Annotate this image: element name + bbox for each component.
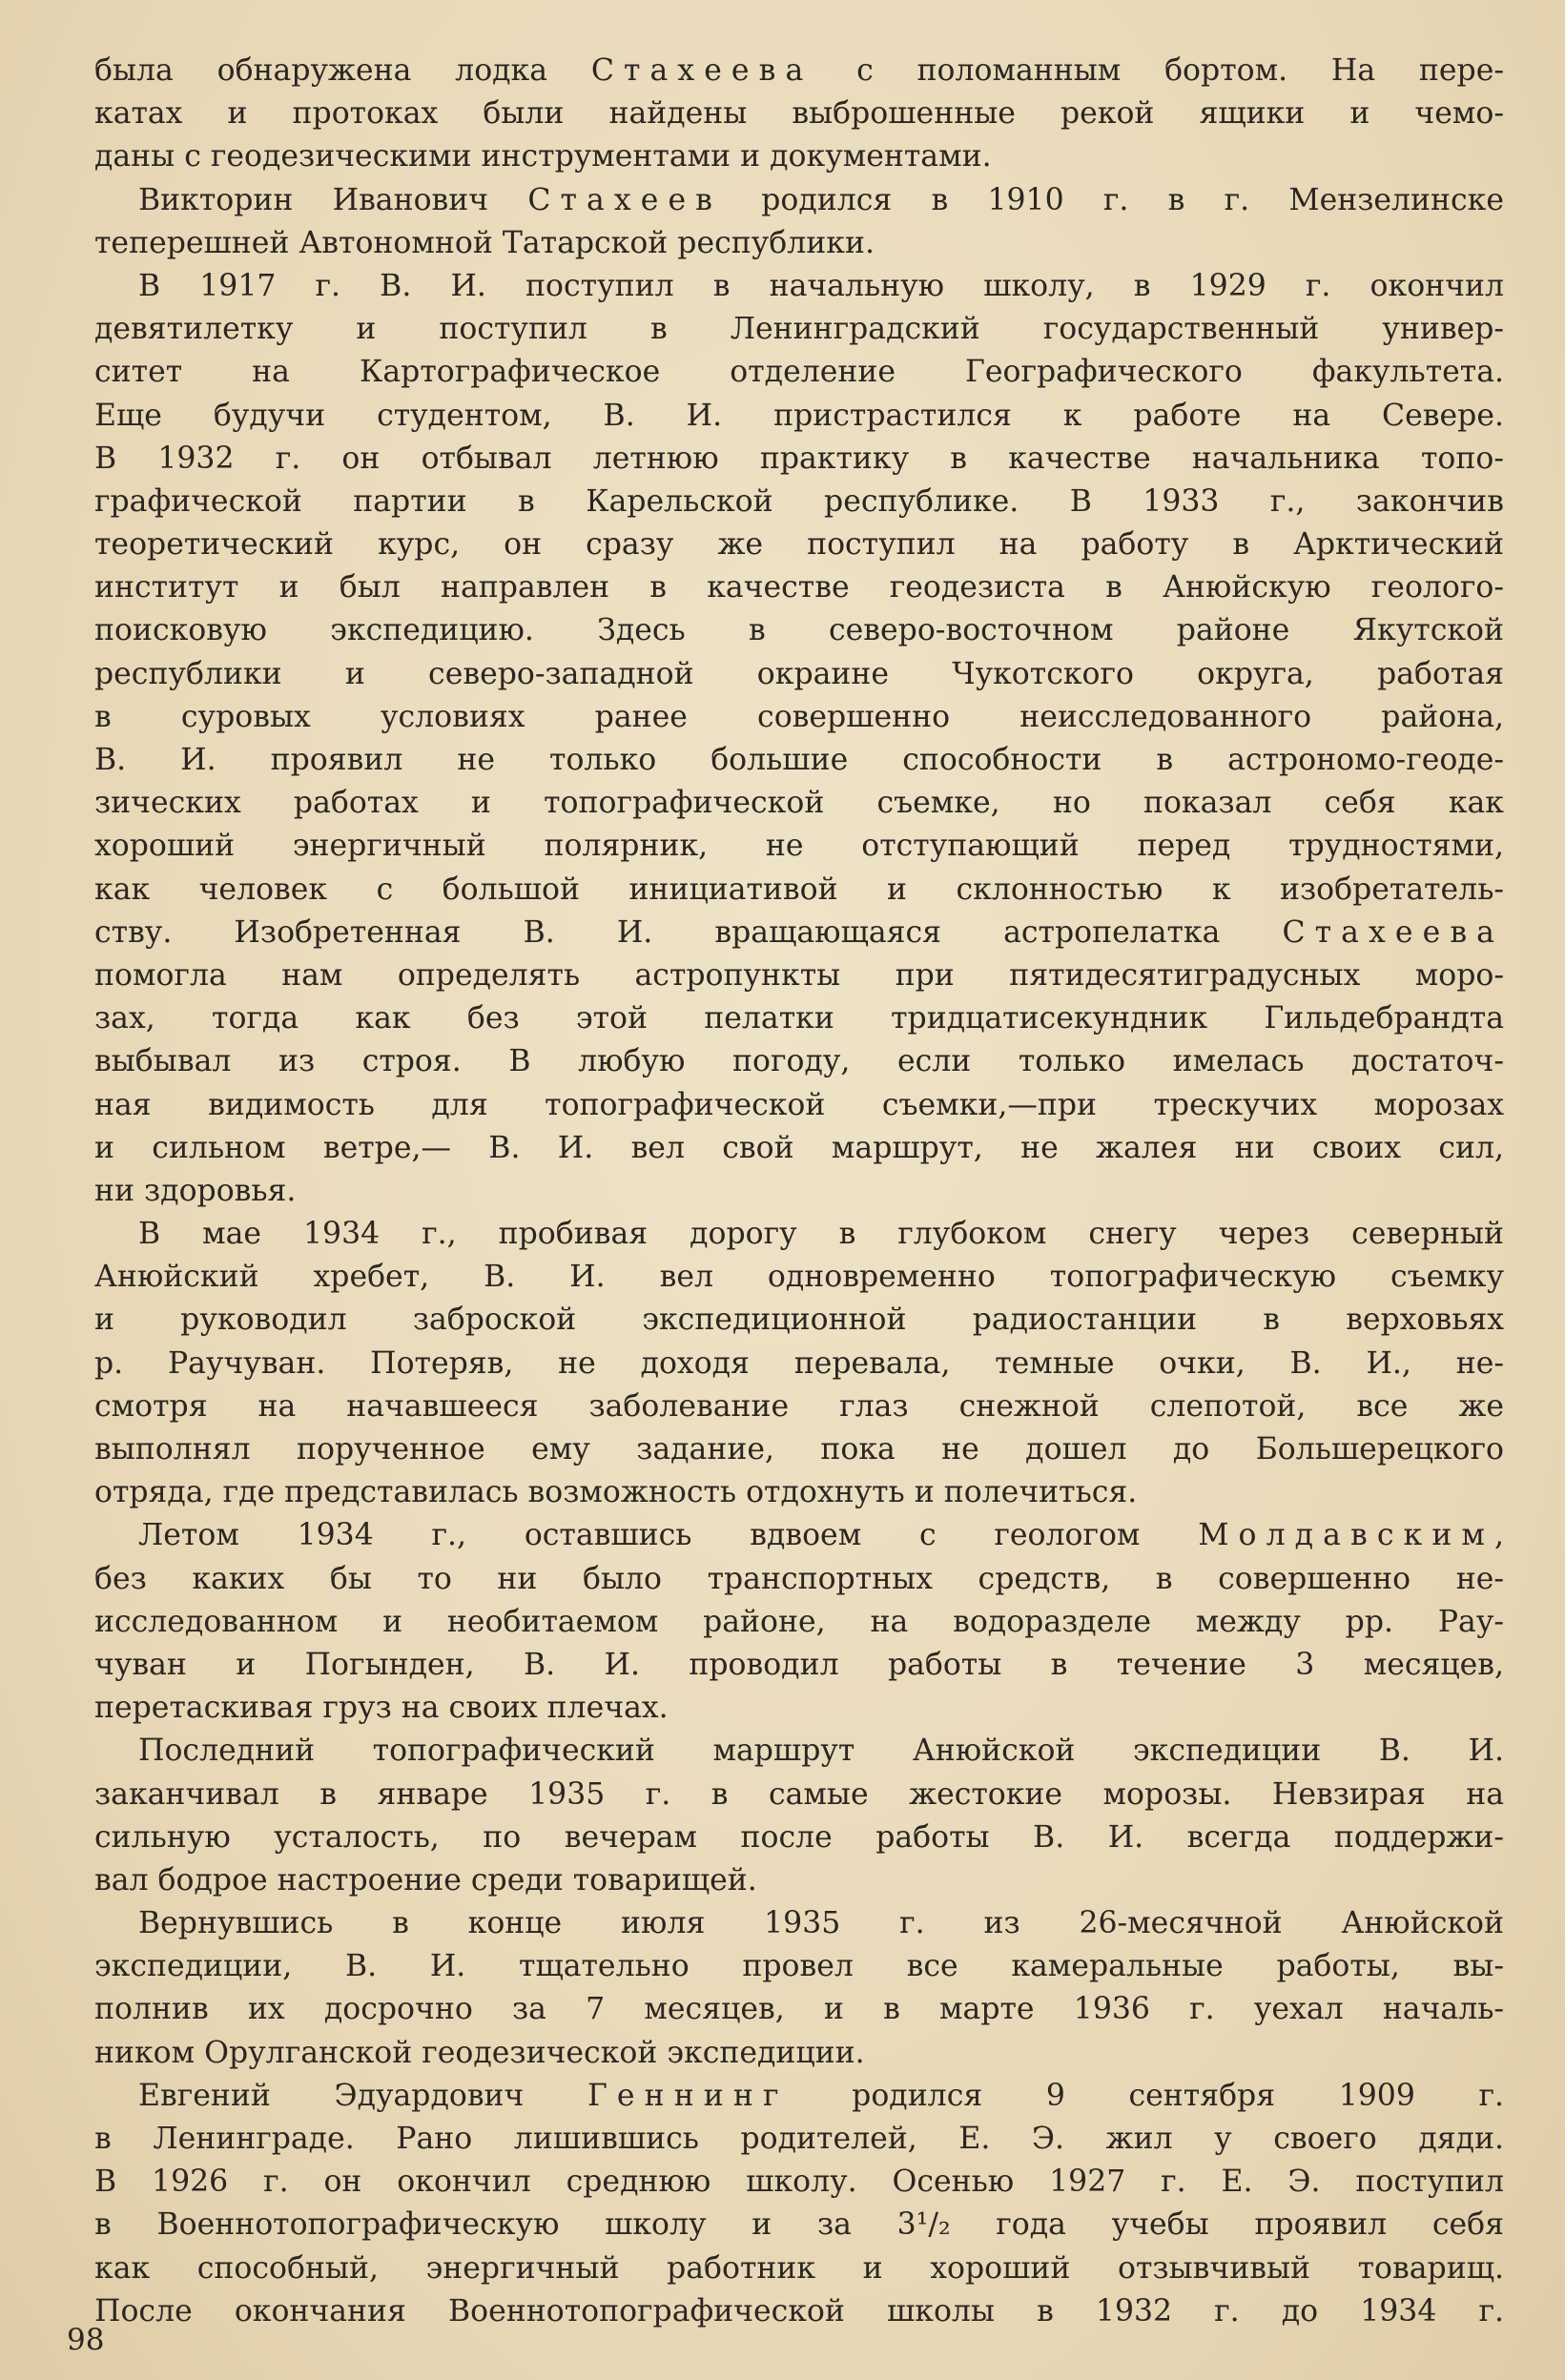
text-line: Вернувшись в конце июля 1935 г. из 26-месячной Анюйской bbox=[138, 1906, 1504, 1941]
text-line: Еще будучи студентом, В. И. пристрастился к работе на Севере. bbox=[94, 398, 1504, 433]
text-line: девятилетку и поступил в Ленинградский государственный универ- bbox=[94, 312, 1504, 347]
text-line: институт и был направлен в качестве геодезиста в Анюйскую геолого- bbox=[94, 570, 1504, 605]
text-line: В. И. проявил не только большие способности в астрономо-геоде- bbox=[94, 743, 1504, 777]
text-line: хороший энергичный полярник, не отступающий перед трудностями, bbox=[94, 829, 1504, 864]
text-line: ству. Изобретенная В. И. вращающаяся астропелатка Стахеева bbox=[94, 914, 1504, 950]
text-line: в Ленинграде. Рано лишившись родителей, Е. Э. жил у своего дяди. bbox=[94, 2122, 1504, 2156]
text-line: в суровых условиях ранее совершенно неисследованного района, bbox=[94, 699, 1504, 734]
text-line: теоретический курс, он сразу же поступил на работу в Арктический bbox=[94, 527, 1504, 563]
spaced-name: Стахеев bbox=[527, 182, 722, 217]
text-line: смотря на начавшееся заболевание глаз снежной слепотой, все же bbox=[94, 1388, 1504, 1424]
text-line: катах и протоках были найдены выброшенные рекой ящики и чемо- bbox=[94, 96, 1504, 132]
text-line: ни здоровья. bbox=[94, 1173, 297, 1208]
text-line: в Военнотопографическую школу и за 3¹/₂ года учебы проявил себя bbox=[94, 2207, 1504, 2243]
text-line: В мае 1934 г., пробивая дорогу в глубоком снегу через северный bbox=[138, 1217, 1504, 1252]
text-line: заканчивал в январе 1935 г. в самые жестокие морозы. Невзирая на bbox=[94, 1776, 1504, 1812]
text-line: зических работах и топографической съемке, но показал себя как bbox=[94, 786, 1504, 821]
text-line: выбывал из строя. В любую погоду, если только имелась достаточ- bbox=[94, 1044, 1504, 1079]
text-line: была обнаружена лодка Стахеева с поломанным бортом. На пере- bbox=[94, 53, 1504, 88]
text-line: выполнял порученное ему задание, пока не дошел до Большерецкого bbox=[94, 1432, 1504, 1467]
text-line: как человек с большой инициативой и склонностью к изобретатель- bbox=[94, 872, 1504, 907]
text-line: р. Раучуван. Потеряв, не доходя перевала, темные очки, В. И., не- bbox=[94, 1345, 1504, 1381]
text-line: Анюйский хребет, В. И. вел одновременно топографическую съемку bbox=[94, 1260, 1504, 1295]
text-line: ситет на Картографическое отделение Географического факультета. bbox=[94, 355, 1504, 390]
text-line: и руководил заброской экспедиционной радиостанции в верховьях bbox=[94, 1303, 1504, 1338]
text-line: ником Орулганской геодезической экспедиции. bbox=[94, 2035, 865, 2070]
text-line: вал бодрое настроение среди товарищей. bbox=[94, 1862, 757, 1898]
text-line: В 1917 г. В. И. поступил в начальную школу, в 1929 г. окончил bbox=[138, 268, 1504, 303]
text-line: как способный, энергичный работник и хороший отзывчивый товарищ. bbox=[94, 2250, 1504, 2286]
text-line: полнив их досрочно за 7 месяцев, и в марте 1936 г. уехал началь- bbox=[94, 1992, 1504, 2027]
text-line: поисковую экспедицию. Здесь в северо-восточном районе Якутской bbox=[94, 613, 1504, 648]
text-line: В 1932 г. он отбывал летнюю практику в качестве начальника топо- bbox=[94, 441, 1504, 476]
text-line: чуван и Погынден, В. И. проводил работы в течение 3 месяцев, bbox=[94, 1647, 1504, 1682]
text-line: отряда, где представилась возможность отдохнуть и полечиться. bbox=[94, 1475, 1138, 1510]
text-line: перетаскивая груз на своих плечах. bbox=[94, 1691, 669, 1726]
text-line: зах, тогда как без этой пелатки тридцатисекундник Гильдебрандта bbox=[94, 1001, 1504, 1036]
spaced-name: Молдавским bbox=[1198, 1518, 1494, 1553]
spaced-name: Стахеева bbox=[590, 53, 813, 88]
text-line: ная видимость для топографической съемки,—при трескучих морозах bbox=[94, 1087, 1504, 1122]
text-line: без каких бы то ни было транспортных средств, в совершенно не- bbox=[94, 1561, 1504, 1596]
text-line: теперешней Автономной Татарской республики. bbox=[94, 225, 875, 260]
text-line: даны с геодезическими инструментами и документами. bbox=[94, 139, 992, 174]
text-line: После окончания Военнотопографической школы в 1932 г. до 1934 г. bbox=[94, 2293, 1504, 2329]
text-line: и сильном ветре,— В. И. вел свой маршрут, не жалея ни своих сил, bbox=[94, 1130, 1504, 1165]
text-line: Викторин Иванович Стахеев родился в 1910 г. в г. Мензелинске bbox=[138, 182, 1505, 217]
text-line: исследованном и необитаемом районе, на водоразделе между рр. Рау- bbox=[94, 1604, 1504, 1639]
text-line: Последний топографический маршрут Анюйской экспедиции В. И. bbox=[138, 1734, 1504, 1769]
spaced-name: Геннинг bbox=[587, 2078, 789, 2113]
body-text bbox=[94, 50, 1504, 2333]
text-line: экспедиции, В. И. тщательно провел все камеральные работы, вы- bbox=[94, 1949, 1504, 1984]
spaced-name: Стахеева bbox=[1282, 914, 1504, 950]
page-number: 98 bbox=[67, 2323, 105, 2357]
text-line: Евгений Эдуардович Геннинг родился 9 сентября 1909 г. bbox=[138, 2078, 1504, 2113]
text-line: помогла нам определять астропункты при пятидесятиградусных моро- bbox=[94, 957, 1504, 993]
text-line: Летом 1934 г., оставшись вдвоем с геологом Молдавским, bbox=[138, 1518, 1504, 1553]
text-line: республики и северо-западной окраине Чукотского округа, работая bbox=[94, 656, 1504, 691]
text-line: сильную усталость, по вечерам после работы В. И. всегда поддержи- bbox=[94, 1819, 1504, 1855]
text-line: В 1926 г. он окончил среднюю школу. Осенью 1927 г. Е. Э. поступил bbox=[94, 2165, 1504, 2200]
text-line: графической партии в Карельской республике. В 1933 г., закончив bbox=[94, 483, 1504, 519]
